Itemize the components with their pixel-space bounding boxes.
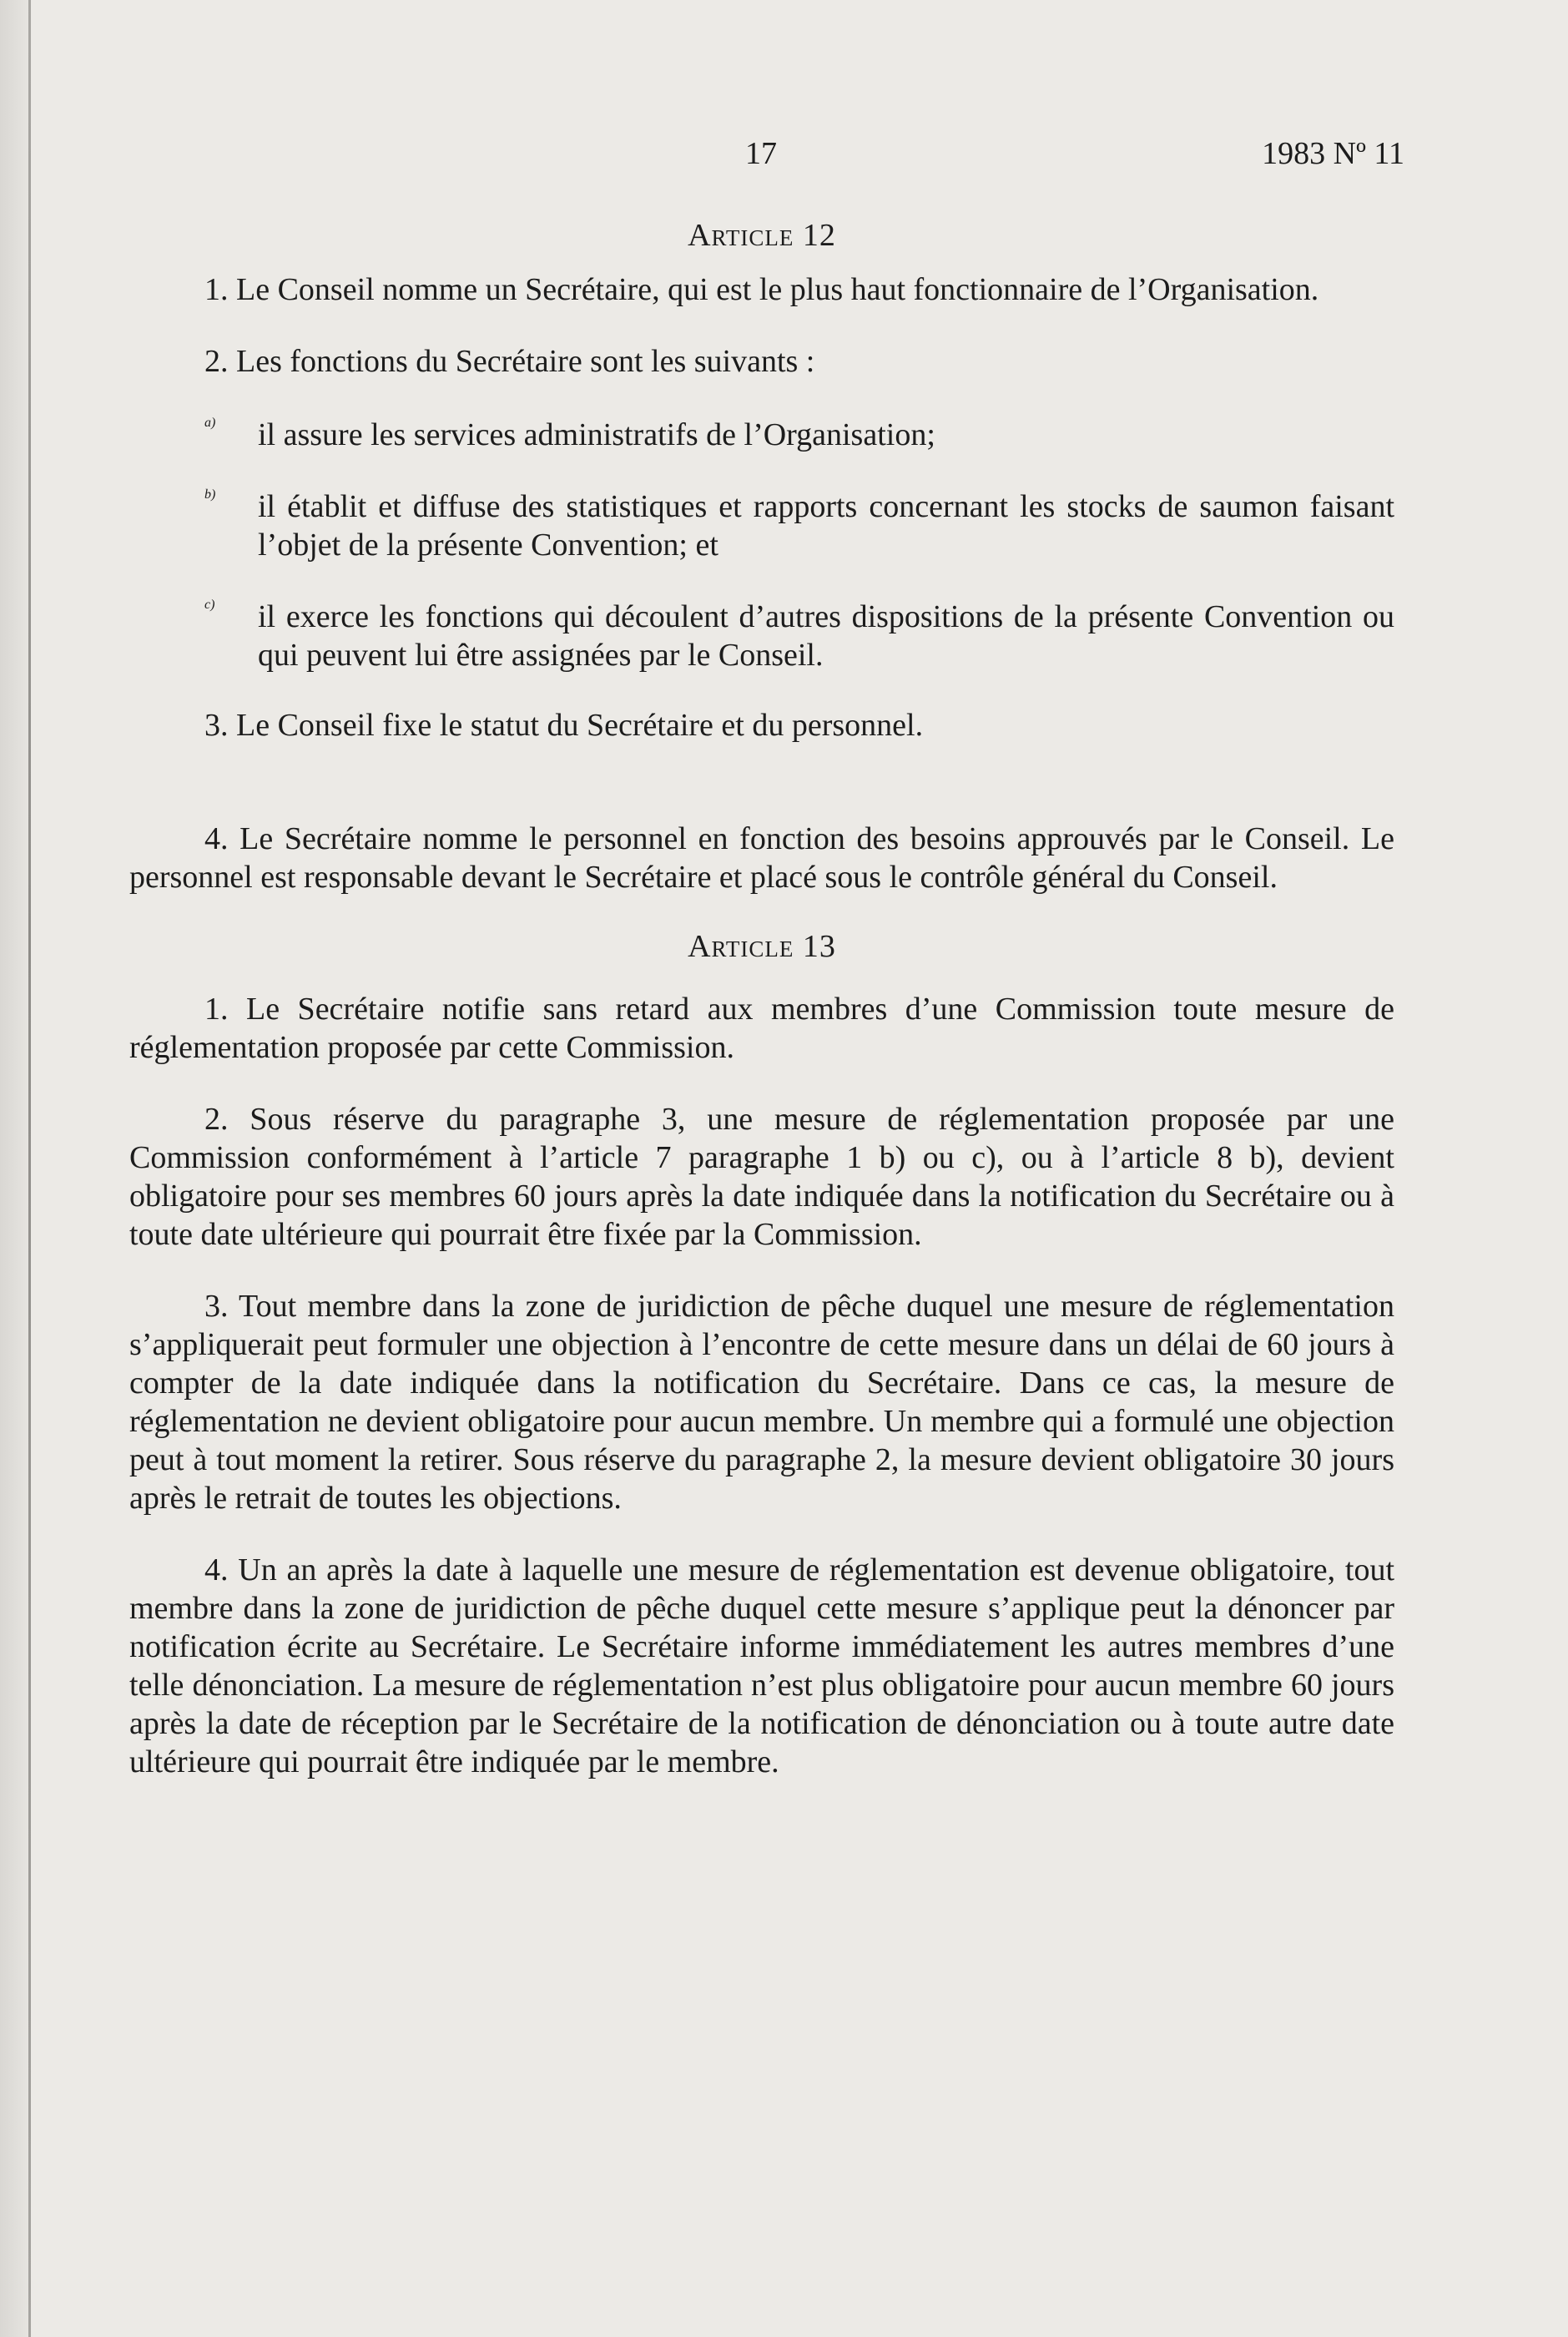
- item-c-marker: c): [204, 598, 215, 612]
- article-12-paragraph-3: 3. Le Conseil fixe le statut du Secrétaire et du personnel.: [204, 708, 924, 743]
- article-12-item-c: [129, 598, 1394, 674]
- binding-shadow: [0, 0, 28, 2337]
- item-c-text: il exerce les fonctions qui découlent d’autres dispositions de la présente Convention ou qui peuvent lui être assignées par le Conseil.: [258, 599, 1394, 673]
- article-13-paragraph-3: 3. Tout membre dans la zone de juridiction de pêche duquel une mesure de réglementation s’appliquerait peut formuler une objection à l’encontre de cette mesure dans un délai de 60 jours à compter de la date indiquée dans la notification du Secrétaire. Dans ce cas, la mesure de réglementation ne devient obligatoire pour aucun membre. Un membre qui a formulé une objection peut à tout moment la retirer. Sous réserve du paragraphe 2, la mesure devient obligatoire 30 jours après le retrait de toutes les objections.: [129, 1289, 1394, 1516]
- binding-edge: [28, 0, 31, 2337]
- article-12-title: [129, 217, 1394, 254]
- article-13-paragraph-1: 1. Le Secrétaire notifie sans retard aux membres d’une Commission toute mesure de réglementation proposée par cette Commission.: [129, 992, 1394, 1065]
- article-12-paragraph-4: 4. Le Secrétaire nomme le personnel en fonction des besoins approuvés par le Conseil. Le personnel est responsable devant le Secrétaire et placé sous le contrôle général du Conseil.: [129, 821, 1394, 895]
- article-12-paragraph-1: 1. Le Conseil nomme un Secrétaire, qui est le plus haut fonctionnaire de l’Organisation.: [204, 272, 1319, 307]
- article-13-paragraph-2: 2. Sous réserve du paragraphe 3, une mesure de réglementation proposée par une Commission conformément à l’article 7 paragraphe 1 b) ou c), ou à l’article 8 b), devient obligatoire pour ses membres 60 jours après la date indiquée dans la notification du Secrétaire ou à toute date ultérieure qui pourrait être fixée par la Commission.: [129, 1102, 1394, 1252]
- item-a-text: il assure les services administratifs de l’Organisation;: [258, 417, 935, 452]
- page-header: [129, 125, 1404, 184]
- document-reference: 1983 Nº 11: [1262, 136, 1404, 171]
- article-12-paragraph-2: 2. Les fonctions du Secrétaire sont les suivants :: [204, 344, 815, 379]
- article-12-item-b: [129, 487, 1394, 564]
- article-13-paragraph-4: 4. Un an après la date à laquelle une mesure de réglementation est devenue obligatoire, tout membre dans la zone de juridiction de pêche duquel cette mesure s’applique peut la dénoncer par notification écrite au Secrétaire. Le Secrétaire informe immédiatement les autres membres d’une telle dénonciation. La mesure de réglementation n’est plus obligatoire pour aucun membre 60 jours après la date de réception par le Secrétaire de la notification de dénonciation ou à toute autre date ultérieure qui pourrait être indiquée par le membre.: [129, 1552, 1394, 1779]
- article-13-title-text: Article 13: [688, 929, 836, 964]
- article-12-title-text: Article 12: [688, 218, 836, 253]
- item-b-text: il établit et diffuse des statistiques et rapports concernant les stocks de saumon faisant l’objet de la présente Convention; et: [258, 489, 1394, 563]
- page-number: 17: [745, 136, 777, 171]
- document-page: [129, 125, 1404, 1781]
- article-13-title: [129, 928, 1394, 965]
- article-12-item-a: [129, 416, 1394, 454]
- item-a-marker: a): [204, 416, 216, 430]
- item-b-marker: b): [204, 487, 216, 502]
